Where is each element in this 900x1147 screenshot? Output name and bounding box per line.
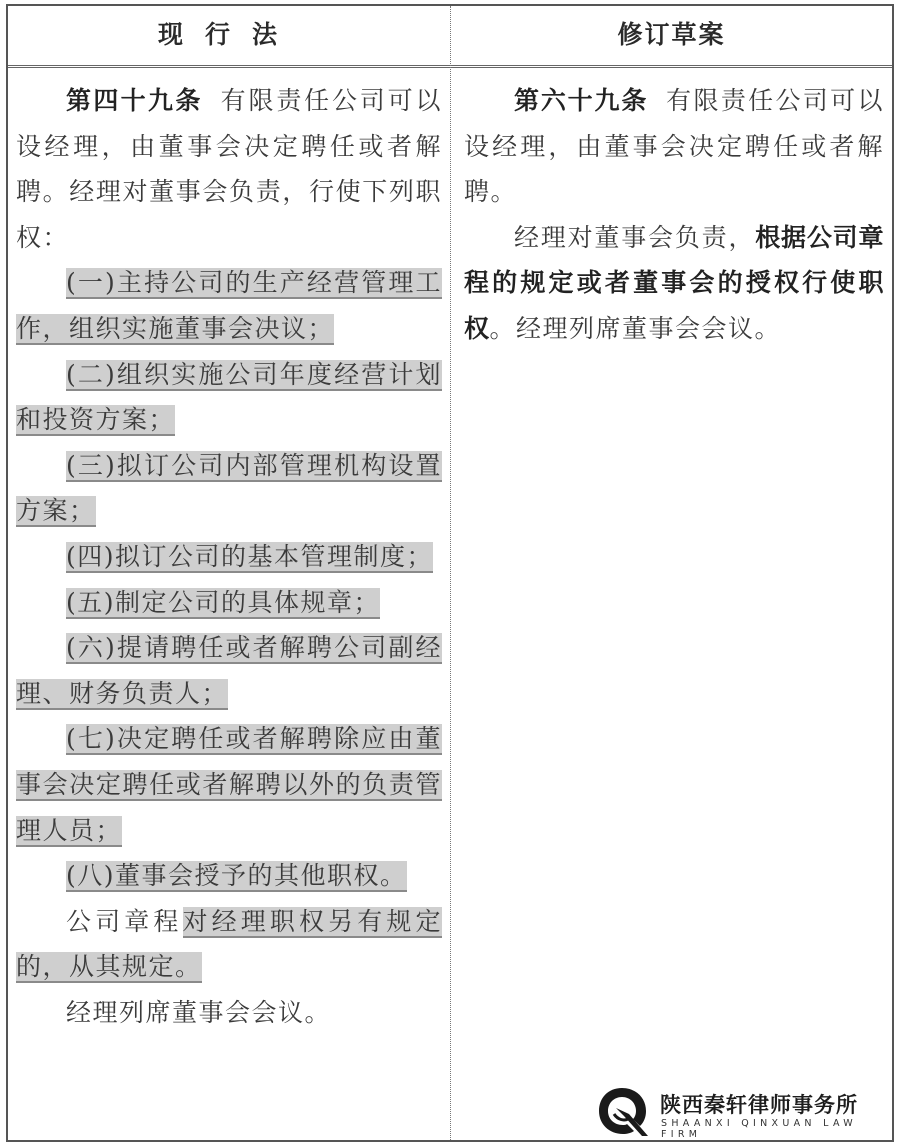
attendance-clause: 经理列席董事会会议。 [66, 997, 332, 1027]
current-intro-text: 有限责任公司可以设经理，由董事会决定聘任或者解聘。经理对董事会负责，行使下列职权： [16, 86, 442, 252]
draft-article-intro [464, 78, 884, 215]
power-item-5: (五)制定公司的具体规章； [66, 587, 381, 617]
draft-intro-text: 有限责任公司可以设经理，由董事会决定聘任或者解聘。 [464, 86, 884, 207]
power-item-4: (四)拟订公司的基本管理制度； [66, 541, 434, 571]
column-divider [450, 6, 451, 1140]
draft-revised-text: 根据公司章程的规定或者董事会的授权行使职权 [464, 222, 884, 343]
power-item-2: (二)组织实施公司年度经营计划和投资方案； [16, 359, 442, 435]
header-revised-draft: 修订草案 [617, 20, 726, 49]
revised-draft-column [464, 78, 884, 352]
law-firm-name-en: SHAANXI QINXUAN LAW FIRM [661, 1118, 857, 1140]
power-item-1: (一)主持公司的生产经营管理工作，组织实施董事会决议； [16, 268, 442, 343]
comparison-table [6, 4, 894, 1142]
power-item-3: (三)拟订公司内部管理机构设置方案； [16, 450, 442, 526]
law-firm-logo [594, 1082, 894, 1142]
law-firm-name-cn: 陕西秦轩律师事务所 [660, 1093, 858, 1117]
current-article-intro [16, 78, 442, 260]
power-item-6: (六)提请聘任或者解聘公司副经理、财务负责人； [16, 633, 442, 708]
draft-article-number: 第六十九条 [514, 86, 649, 115]
power-item-8: (八)董事会授予的其他职权。 [66, 861, 407, 891]
current-article-number: 第四十九条 [66, 86, 203, 115]
current-law-column [16, 78, 442, 1035]
qinxuan-logo-icon [594, 1084, 650, 1138]
header-current-law: 现行法 [157, 20, 299, 49]
draft-paragraph-2: 经理对董事会负责，根据公司章程的规定或者董事会的授权行使职权。经理列席董事会会议。 [464, 222, 884, 343]
power-item-7: (七)决定聘任或者解聘除应由董事会决定聘任或者解聘以外的负责管理人员； [16, 724, 442, 845]
charter-clause: 公司章程对经理职权另有规定的，从其规定。 [16, 906, 442, 982]
